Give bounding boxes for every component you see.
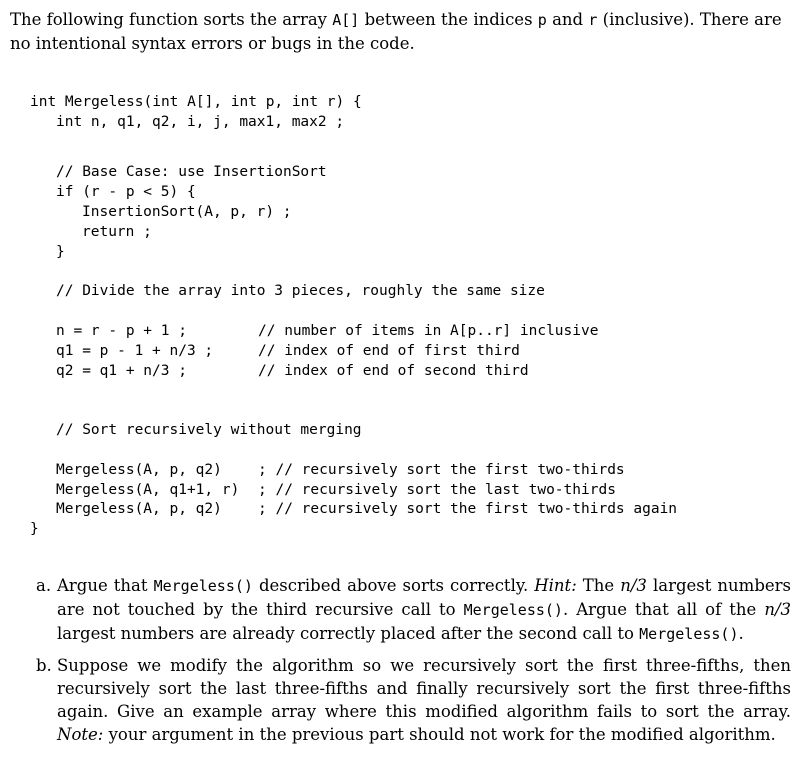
code-line: Mergeless(A, p, q2) — [56, 462, 222, 478]
question-text: largest numbers are not touched by the third recursive call to — [57, 576, 792, 619]
code-line: q1 = p - 1 + n/3 ; — [56, 343, 214, 359]
code-comment: // Divide the array into 3 pieces, roughly the same size — [56, 283, 545, 299]
function-name: Mergeless() — [639, 625, 739, 643]
code-comment: ; // recursively sort the last two-thirds — [258, 482, 616, 498]
code-comment: // index of end of second third — [258, 363, 529, 379]
question-a — [0, 574, 809, 646]
code-comment: ; // recursively sort the first two-thirds — [258, 462, 625, 478]
index-p: p — [537, 11, 547, 29]
intro-paragraph — [10, 8, 800, 56]
question-text: Argue that — [57, 576, 154, 595]
code-comment: ; // recursively sort the first two-thirds again — [258, 501, 678, 517]
question-text: The — [576, 576, 621, 595]
code-line: Mergeless(A, p, q2) — [56, 501, 222, 517]
note-label: Note: — [57, 725, 104, 744]
code-line: } — [56, 244, 65, 260]
code-comment: // Base Case: use InsertionSort — [56, 164, 327, 180]
function-name: Mergeless() — [153, 577, 253, 595]
question-text: described above sorts correctly. — [252, 576, 535, 595]
question-marker: b. — [36, 656, 52, 675]
intro-text-2: between the indices — [359, 10, 538, 29]
intro-text-4: (inclusive). There are no intentional syntax errors or bugs in the code. — [10, 10, 782, 53]
code-comment: // number of items in A[p..r] inclusive — [258, 323, 599, 339]
question-text: Suppose we modify the algorithm so we recursively sort the first three-fifths, then recursively sort the last three-fifths and finally recursively sort the first three-fifths again. Give an example array where this modified algorithm fails to sort the array. — [57, 656, 791, 721]
code-line: n = r - p + 1 ; — [56, 323, 187, 339]
code-line: Mergeless(A, q1+1, r) — [56, 482, 240, 498]
code-line: if (r - p < 5) { — [56, 184, 196, 200]
code-line: } — [30, 521, 39, 537]
code-line: int n, q1, q2, i, j, max1, max2 ; — [56, 114, 345, 130]
hint-label: Hint: — [534, 576, 577, 595]
math-n-over-3: n/3 — [620, 576, 647, 595]
question-text: largest numbers are already correctly placed after the second call to — [57, 624, 640, 643]
question-text: your argument in the previous part should not work for the modified algorithm. — [103, 725, 776, 744]
code-comment: // index of end of first third — [258, 343, 520, 359]
code-line: q2 = q1 + n/3 ; — [56, 363, 187, 379]
question-marker: a. — [36, 576, 52, 595]
code-line: return ; — [82, 224, 152, 240]
intro-text-1: The following function sorts the array — [10, 10, 333, 29]
question-list — [0, 574, 809, 754]
code-comment: // Sort recursively without merging — [56, 422, 362, 438]
code-line: int Mergeless(int A[], int p, int r) { — [30, 94, 362, 110]
question-text: . — [738, 624, 744, 643]
question-text: . Argue that all of the — [562, 600, 765, 619]
question-b — [0, 654, 809, 746]
index-r: r — [588, 11, 598, 29]
math-n-over-3: n/3 — [764, 600, 791, 619]
array-name: A[] — [332, 11, 360, 29]
function-name: Mergeless() — [463, 601, 563, 619]
intro-text-3: and — [546, 10, 589, 29]
code-line: InsertionSort(A, p, r) ; — [82, 204, 292, 220]
